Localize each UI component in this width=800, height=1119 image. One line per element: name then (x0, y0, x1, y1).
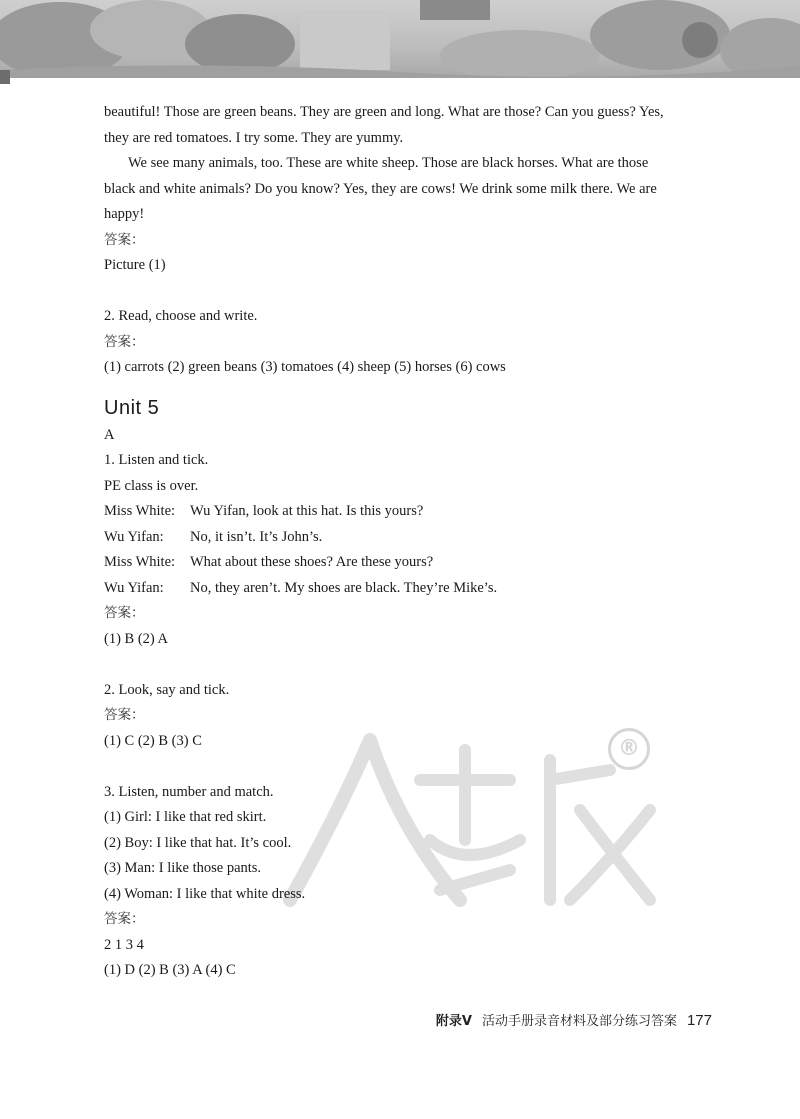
answer-label: 答案： (104, 333, 145, 350)
story-line: beautiful! Those are green beans. They are green and long. What are those? Can you guess? Yes, (104, 104, 664, 120)
listening-line: (1) Girl: I like that red skirt. (104, 809, 267, 825)
answer-text: (1) carrots (2) green beans (3) tomatoes (4) sheep (5) horses (6) cows (104, 359, 506, 375)
exercise-title: 3. Listen, number and match. (104, 783, 274, 800)
listening-line: (2) Boy: I like that hat. It’s cool. (104, 834, 292, 851)
page-edge-marker (0, 70, 10, 84)
answer-label: 答案： (104, 231, 145, 248)
answer-label: 答案： (104, 605, 145, 621)
page-number: 177 (686, 1012, 712, 1029)
footer-appendix: 附录V (435, 1014, 472, 1029)
listening-line: (4) Woman: I like that white dress. (104, 885, 306, 902)
answer-text: (1) C (2) B (3) C (104, 732, 202, 749)
dialog-line (104, 576, 716, 602)
part-label: A (104, 426, 115, 443)
footer-title: 活动手册录音材料及部分练习答案 (481, 1014, 677, 1029)
answer-text: (1) D (2) B (3) A (4) C (104, 962, 236, 978)
answer-label: 答案： (104, 911, 145, 927)
exercise-title: 2. Look, say and tick. (104, 681, 230, 698)
story-line: happy! (104, 206, 145, 222)
answer-text: Picture (1) (104, 257, 166, 273)
page-body (104, 100, 716, 984)
banner-illustration (0, 0, 800, 78)
dialog-line (104, 499, 716, 525)
dialog-text: Wu Yifan, look at this hat. Is this yours? (190, 503, 424, 519)
registered-mark-icon: ® (608, 728, 650, 770)
dialog-text: What about these shoes? Are these yours? (190, 554, 434, 570)
dialog-line (104, 550, 716, 576)
story-line: they are red tomatoes. I try some. They are yummy. (104, 129, 404, 146)
answer-text: (1) B (2) A (104, 630, 169, 647)
page-footer (436, 1010, 712, 1029)
exercise-title: 1. Listen and tick. (104, 452, 209, 468)
answer-text: 2 1 3 4 (104, 936, 144, 953)
listening-line: (3) Man: I like those pants. (104, 860, 262, 876)
header-banner-image (0, 0, 800, 78)
story-line: black and white animals? Do you know? Yes, they are cows! We drink some milk there. We are (104, 180, 657, 197)
dialog-text: No, they aren’t. My shoes are black. They’re Mike’s. (190, 579, 498, 596)
dialog-line (104, 525, 716, 551)
dialog-intro: PE class is over. (104, 477, 199, 494)
dialog-speaker: Wu Yifan: (104, 528, 164, 545)
dialog-speaker: Miss White: (104, 503, 176, 519)
dialog-speaker: Wu Yifan: (104, 579, 164, 596)
story-line: We see many animals, too. These are white sheep. Those are black horses. What are those (128, 155, 649, 171)
dialog-speaker: Miss White: (104, 554, 176, 570)
answer-label: 答案： (104, 707, 145, 723)
dialog-text: No, it isn’t. It’s John’s. (190, 528, 323, 545)
exercise-title: 2. Read, choose and write. (104, 308, 258, 324)
unit-heading: Unit 5 (104, 396, 160, 419)
